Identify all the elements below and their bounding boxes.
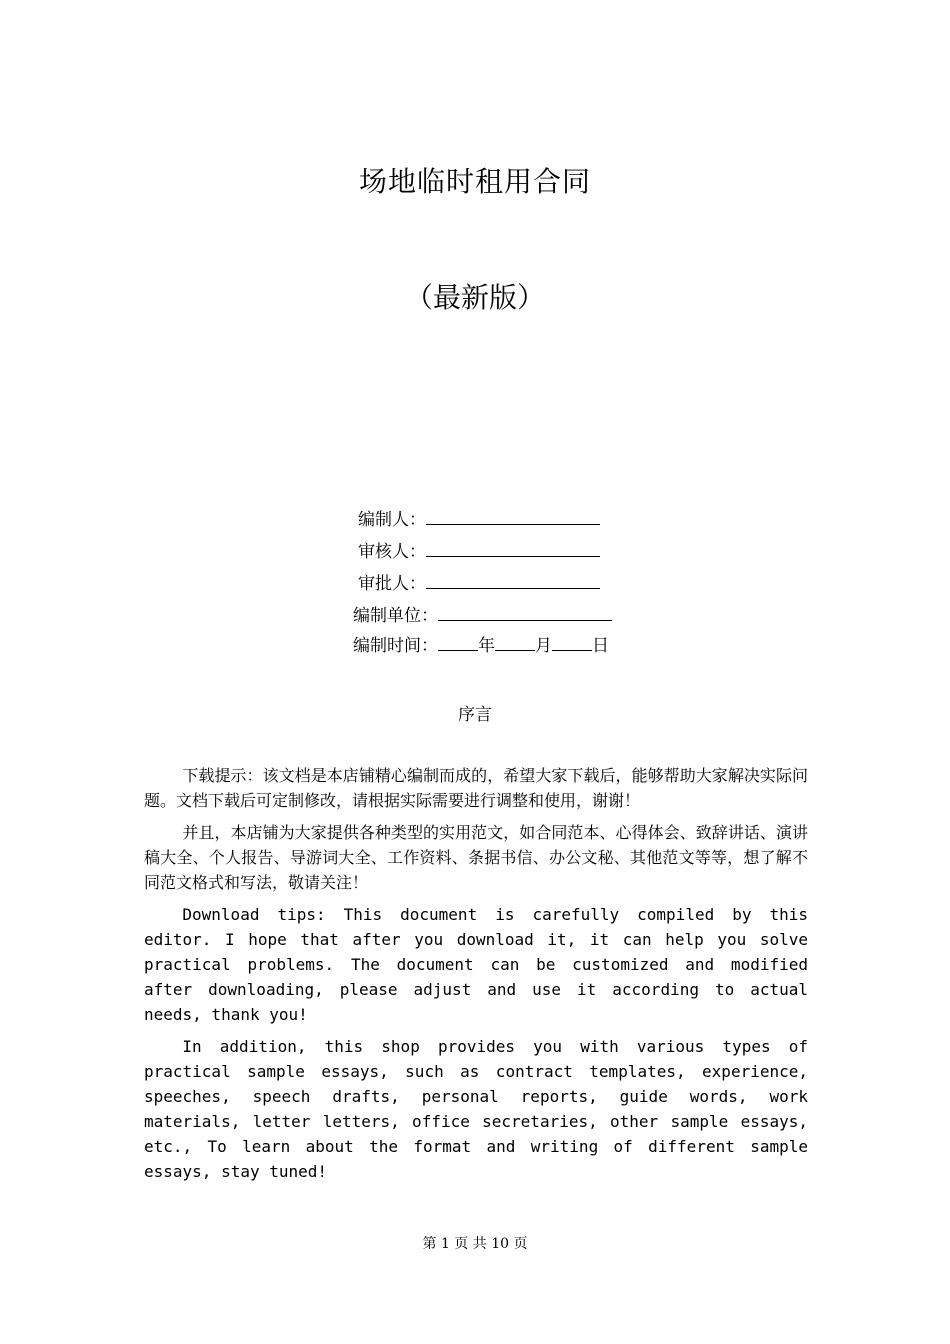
time-label: 编制时间： [353,636,438,656]
approver-row [330,566,630,598]
paragraph-download-tip-cn: 下载提示：该文档是本店铺精心编制而成的，希望大家下载后，能够帮助大家解决实际问题。文档下载后可定制修改，请根据实际需要进行调整和使用，谢谢！ [144,766,808,810]
unit-label: 编制单位： [353,606,438,626]
unit-blank [438,598,612,621]
reviewer-row [330,534,630,566]
compiler-blank [426,502,600,525]
year-blank [438,630,478,651]
month-blank [495,630,535,651]
time-row [330,630,630,662]
paragraph-sample-types-cn: 并且，本店铺为大家提供各种类型的实用范文，如合同范本、心得体会、致辞讲话、演讲稿大全、个人报告、导游词大全、工作资料、条据书信、办公文秘、其他范文等等，想了解不同范文格式和写法，敬请关注！ [144,823,808,892]
preface-body [144,763,808,1191]
document-subtitle: （最新版） [404,281,545,314]
reviewer-blank [426,534,600,557]
approver-blank [426,566,600,589]
compiler-label: 编制人： [358,510,426,530]
unit-row [330,598,630,630]
document-title: 场地临时租用合同 [358,165,591,198]
month-label: 月 [535,636,552,656]
day-blank [552,630,592,651]
signature-fields [330,502,630,662]
reviewer-label: 审核人： [358,542,426,562]
paragraph-sample-types-en: In addition, this shop provides you with various types of practical sample essays, such as contract templates, experience, speeches, speech drafts, personal reports, guide words, work materials, letter letters, office secretaries, other sample essays, etc., To learn about the format and writing of different sample essays, stay tuned! [144,1037,808,1181]
preface-heading: 序言 [458,705,492,725]
page-footer: 第 1 页 共 10 页 [422,1236,528,1252]
approver-label: 审批人： [358,574,426,594]
day-label: 日 [592,636,609,656]
year-label: 年 [478,636,495,656]
paragraph-download-tip-en: Download tips: This document is carefully compiled by this editor. I hope that after you download it, it can help you solve practical problems. The document can be customized and modified after downloading, please adjust and use it according to actual needs, thank you! [144,905,808,1024]
compiler-row [330,502,630,534]
